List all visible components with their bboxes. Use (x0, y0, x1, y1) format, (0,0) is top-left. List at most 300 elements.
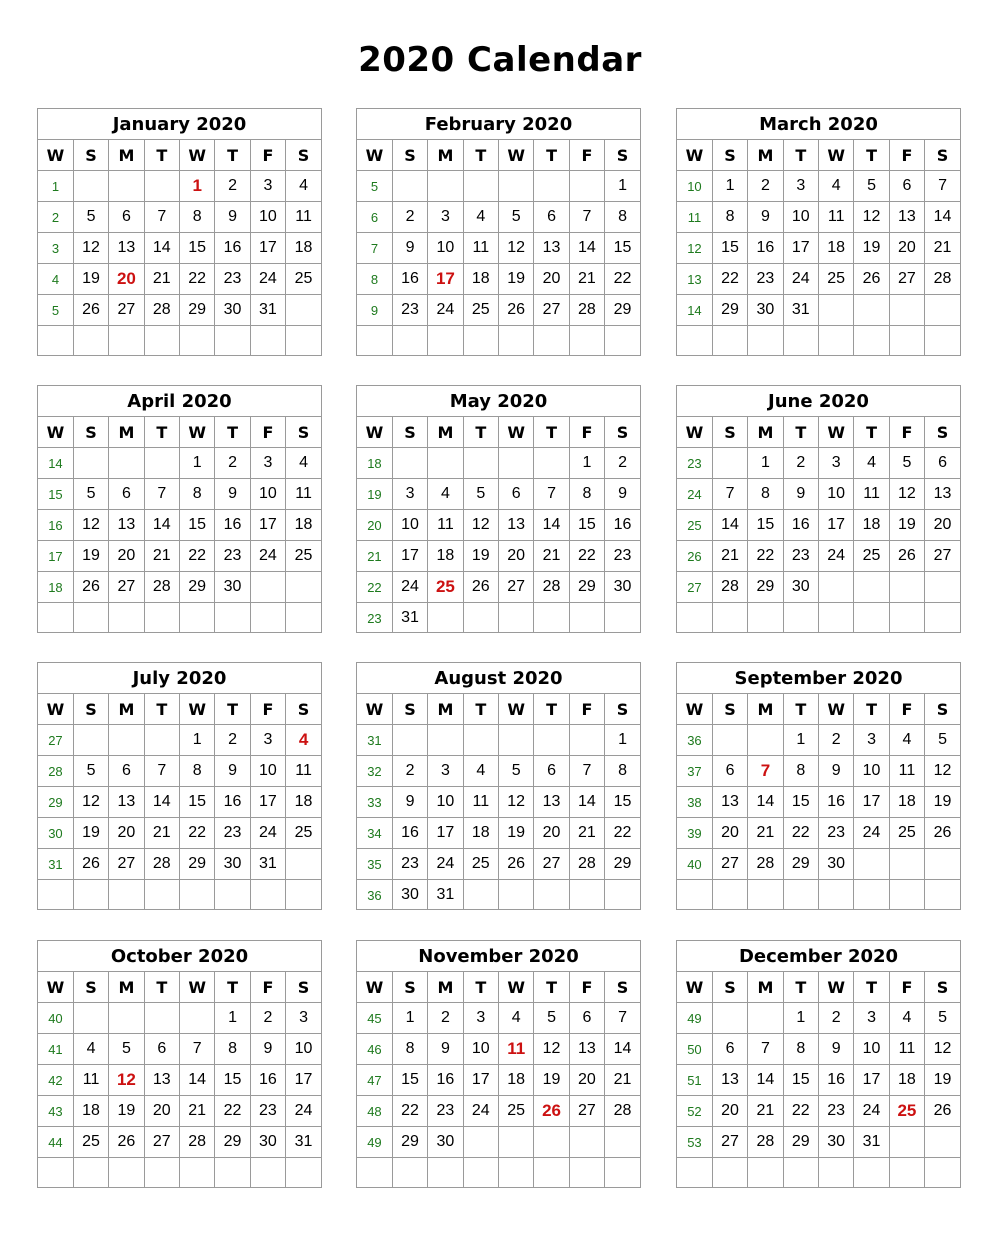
day-cell: 12 (499, 787, 534, 818)
empty-day-cell (499, 1158, 534, 1189)
day-cell: 24 (854, 818, 889, 849)
week-number (357, 1158, 392, 1189)
day-cell: 3 (428, 202, 463, 233)
day-cell: 16 (428, 1065, 463, 1096)
week-row (677, 1127, 960, 1158)
week-number: 40 (677, 849, 712, 880)
empty-day-cell (499, 326, 534, 357)
day-cell: 18 (854, 510, 889, 541)
week-row (357, 1065, 640, 1096)
month-block (676, 108, 961, 356)
day-cell: 16 (392, 264, 427, 295)
weekday-header: T (783, 694, 818, 725)
day-cell: 16 (215, 510, 250, 541)
day-cell: 10 (819, 479, 854, 510)
day-cell: 27 (712, 849, 747, 880)
empty-day-cell (392, 1158, 427, 1189)
day-cell: 16 (392, 818, 427, 849)
weekday-header: T (215, 417, 250, 448)
day-cell: 28 (569, 295, 604, 326)
day-cell: 7 (712, 479, 747, 510)
day-cell: 14 (748, 787, 783, 818)
day-cell: 21 (144, 818, 179, 849)
empty-day-cell (854, 880, 889, 911)
weekday-header: M (428, 972, 463, 1003)
week-number-header: W (38, 972, 73, 1003)
weekday-header-row (677, 417, 960, 448)
day-cell: 20 (144, 1096, 179, 1127)
day-cell: 9 (819, 1034, 854, 1065)
empty-day-cell (73, 448, 108, 479)
day-cell: 17 (286, 1065, 321, 1096)
week-row (677, 295, 960, 326)
day-cell: 24 (428, 295, 463, 326)
day-cell: 27 (499, 572, 534, 603)
weekday-header: W (819, 417, 854, 448)
day-cell: 6 (144, 1034, 179, 1065)
day-cell: 28 (144, 572, 179, 603)
day-cell: 31 (783, 295, 818, 326)
day-cell: 15 (392, 1065, 427, 1096)
week-row (357, 1034, 640, 1065)
day-cell: 26 (889, 541, 924, 572)
day-cell: 30 (819, 1127, 854, 1158)
week-row (357, 448, 640, 479)
day-cell: 18 (463, 818, 498, 849)
month-title: September 2020 (677, 663, 960, 694)
week-number-header: W (357, 972, 392, 1003)
empty-day-cell (783, 603, 818, 634)
day-cell: 11 (889, 756, 924, 787)
weekday-header: T (534, 140, 569, 171)
day-cell: 1 (605, 725, 640, 756)
day-cell: 15 (783, 1065, 818, 1096)
week-row (677, 572, 960, 603)
day-cell: 30 (392, 880, 427, 911)
day-cell: 7 (144, 479, 179, 510)
day-cell: 12 (925, 756, 960, 787)
day-cell: 30 (605, 572, 640, 603)
page-title: 2020 Calendar (358, 40, 642, 80)
day-cell: 24 (250, 264, 285, 295)
week-row (38, 326, 321, 357)
empty-day-cell (144, 171, 179, 202)
weekday-header: M (748, 694, 783, 725)
month-grid (38, 417, 321, 633)
empty-day-cell (109, 603, 144, 634)
empty-day-cell (109, 1003, 144, 1034)
week-row (357, 264, 640, 295)
day-cell: 3 (428, 756, 463, 787)
week-row (38, 880, 321, 911)
week-number: 44 (38, 1127, 73, 1158)
empty-day-cell (73, 1158, 108, 1189)
day-cell: 7 (144, 756, 179, 787)
day-cell: 10 (250, 756, 285, 787)
week-number: 24 (677, 479, 712, 510)
week-number: 28 (38, 756, 73, 787)
day-cell: 22 (783, 1096, 818, 1127)
empty-day-cell (534, 725, 569, 756)
day-cell: 4 (286, 448, 321, 479)
holiday-day-cell: 7 (748, 756, 783, 787)
day-cell: 23 (783, 541, 818, 572)
week-number-header: W (357, 140, 392, 171)
day-cell: 19 (499, 818, 534, 849)
empty-day-cell (854, 572, 889, 603)
day-cell: 4 (889, 725, 924, 756)
day-cell: 14 (144, 233, 179, 264)
empty-day-cell (428, 603, 463, 634)
day-cell: 22 (392, 1096, 427, 1127)
week-number-header: W (357, 417, 392, 448)
day-cell: 26 (73, 295, 108, 326)
empty-day-cell (569, 1127, 604, 1158)
day-cell: 27 (569, 1096, 604, 1127)
week-number: 46 (357, 1034, 392, 1065)
day-cell: 10 (250, 479, 285, 510)
weekday-header: M (748, 972, 783, 1003)
week-row (38, 1096, 321, 1127)
day-cell: 9 (215, 479, 250, 510)
day-cell: 22 (215, 1096, 250, 1127)
weekday-header: S (286, 140, 321, 171)
empty-day-cell (889, 1127, 924, 1158)
day-cell: 1 (712, 171, 747, 202)
day-cell: 18 (889, 787, 924, 818)
holiday-day-cell: 12 (109, 1065, 144, 1096)
day-cell: 15 (605, 233, 640, 264)
empty-day-cell (854, 1158, 889, 1189)
day-cell: 20 (534, 818, 569, 849)
day-cell: 5 (73, 756, 108, 787)
day-cell: 30 (748, 295, 783, 326)
holiday-day-cell: 25 (428, 572, 463, 603)
day-cell: 8 (180, 202, 215, 233)
day-cell: 17 (428, 818, 463, 849)
month-block (356, 940, 641, 1188)
day-cell: 28 (180, 1127, 215, 1158)
week-number: 37 (677, 756, 712, 787)
day-cell: 8 (605, 202, 640, 233)
day-cell: 10 (392, 510, 427, 541)
empty-day-cell (392, 171, 427, 202)
empty-day-cell (889, 295, 924, 326)
day-cell: 18 (286, 787, 321, 818)
week-row (38, 725, 321, 756)
day-cell: 16 (819, 1065, 854, 1096)
holiday-day-cell: 11 (499, 1034, 534, 1065)
empty-day-cell (250, 880, 285, 911)
day-cell: 6 (569, 1003, 604, 1034)
day-cell: 1 (180, 725, 215, 756)
day-cell: 6 (109, 202, 144, 233)
day-cell: 10 (854, 756, 889, 787)
day-cell: 12 (889, 479, 924, 510)
day-cell: 21 (748, 818, 783, 849)
day-cell: 25 (286, 818, 321, 849)
day-cell: 21 (925, 233, 960, 264)
day-cell: 23 (819, 818, 854, 849)
empty-day-cell (569, 880, 604, 911)
day-cell: 26 (925, 818, 960, 849)
empty-day-cell (748, 725, 783, 756)
week-number: 29 (38, 787, 73, 818)
day-cell: 7 (144, 202, 179, 233)
month-block (676, 385, 961, 633)
day-cell: 11 (428, 510, 463, 541)
month-grid (357, 694, 640, 910)
empty-day-cell (250, 326, 285, 357)
day-cell: 13 (569, 1034, 604, 1065)
week-row (38, 202, 321, 233)
empty-day-cell (925, 1158, 960, 1189)
month-grid (677, 417, 960, 633)
month-title: October 2020 (38, 941, 321, 972)
day-cell: 12 (854, 202, 889, 233)
weekday-header: F (889, 140, 924, 171)
day-cell: 11 (286, 479, 321, 510)
day-cell: 27 (109, 849, 144, 880)
day-cell: 22 (569, 541, 604, 572)
empty-day-cell (286, 572, 321, 603)
day-cell: 14 (712, 510, 747, 541)
day-cell: 13 (109, 510, 144, 541)
day-cell: 4 (428, 479, 463, 510)
week-row (357, 880, 640, 911)
day-cell: 31 (854, 1127, 889, 1158)
day-cell: 9 (748, 202, 783, 233)
day-cell: 23 (215, 264, 250, 295)
weekday-header: W (819, 972, 854, 1003)
weekday-header: W (180, 140, 215, 171)
empty-day-cell (109, 725, 144, 756)
day-cell: 28 (144, 849, 179, 880)
weekday-header-row (677, 694, 960, 725)
weekday-header: M (109, 140, 144, 171)
weekday-header: F (569, 140, 604, 171)
month-grid (357, 140, 640, 356)
week-number: 8 (357, 264, 392, 295)
week-row (677, 233, 960, 264)
empty-day-cell (463, 326, 498, 357)
empty-day-cell (180, 880, 215, 911)
empty-day-cell (605, 326, 640, 357)
day-cell: 26 (499, 295, 534, 326)
empty-day-cell (819, 295, 854, 326)
day-cell: 3 (250, 725, 285, 756)
day-cell: 19 (463, 541, 498, 572)
day-cell: 31 (392, 603, 427, 634)
week-number: 36 (357, 880, 392, 911)
week-number: 33 (357, 787, 392, 818)
day-cell: 7 (748, 1034, 783, 1065)
holiday-day-cell: 20 (109, 264, 144, 295)
month-title: June 2020 (677, 386, 960, 417)
week-number-header: W (357, 694, 392, 725)
week-row (357, 1158, 640, 1189)
day-cell: 29 (392, 1127, 427, 1158)
weekday-header: W (499, 417, 534, 448)
day-cell: 6 (499, 479, 534, 510)
day-cell: 5 (73, 202, 108, 233)
month-block (37, 385, 322, 633)
day-cell: 2 (215, 171, 250, 202)
empty-day-cell (854, 849, 889, 880)
week-row (357, 171, 640, 202)
week-number: 18 (38, 572, 73, 603)
week-number: 39 (677, 818, 712, 849)
empty-day-cell (180, 326, 215, 357)
day-cell: 20 (889, 233, 924, 264)
week-row (38, 1158, 321, 1189)
empty-day-cell (144, 725, 179, 756)
holiday-day-cell: 26 (534, 1096, 569, 1127)
day-cell: 3 (854, 725, 889, 756)
weekday-header: T (463, 972, 498, 1003)
empty-day-cell (286, 849, 321, 880)
day-cell: 16 (215, 233, 250, 264)
day-cell: 28 (925, 264, 960, 295)
weekday-header-row (677, 140, 960, 171)
day-cell: 21 (144, 264, 179, 295)
day-cell: 22 (605, 818, 640, 849)
day-cell: 25 (819, 264, 854, 295)
empty-day-cell (144, 603, 179, 634)
empty-day-cell (286, 1158, 321, 1189)
week-number: 53 (677, 1127, 712, 1158)
empty-day-cell (889, 880, 924, 911)
weekday-header: W (499, 140, 534, 171)
weekday-header: T (144, 972, 179, 1003)
week-number: 17 (38, 541, 73, 572)
weekday-header: S (392, 972, 427, 1003)
empty-day-cell (428, 725, 463, 756)
weekday-header: S (925, 972, 960, 1003)
day-cell: 29 (712, 295, 747, 326)
day-cell: 22 (748, 541, 783, 572)
week-row (677, 603, 960, 634)
week-row (357, 1127, 640, 1158)
empty-day-cell (109, 326, 144, 357)
week-row (357, 541, 640, 572)
week-row (357, 725, 640, 756)
day-cell: 19 (854, 233, 889, 264)
weekday-header: F (889, 972, 924, 1003)
empty-day-cell (215, 326, 250, 357)
day-cell: 11 (463, 787, 498, 818)
day-cell: 14 (144, 787, 179, 818)
week-number: 13 (677, 264, 712, 295)
week-row (38, 572, 321, 603)
day-cell: 22 (180, 264, 215, 295)
day-cell: 28 (144, 295, 179, 326)
day-cell: 29 (215, 1127, 250, 1158)
day-cell: 21 (144, 541, 179, 572)
day-cell: 18 (428, 541, 463, 572)
day-cell: 26 (73, 572, 108, 603)
day-cell: 17 (854, 787, 889, 818)
week-number: 12 (677, 233, 712, 264)
month-title: July 2020 (38, 663, 321, 694)
day-cell: 25 (854, 541, 889, 572)
weekday-header: S (712, 140, 747, 171)
empty-day-cell (712, 1158, 747, 1189)
week-number: 41 (38, 1034, 73, 1065)
week-row (357, 572, 640, 603)
day-cell: 9 (428, 1034, 463, 1065)
weekday-header: S (925, 140, 960, 171)
empty-day-cell (712, 880, 747, 911)
day-cell: 23 (819, 1096, 854, 1127)
day-cell: 5 (499, 756, 534, 787)
empty-day-cell (889, 326, 924, 357)
day-cell: 27 (889, 264, 924, 295)
day-cell: 27 (534, 849, 569, 880)
day-cell: 27 (534, 295, 569, 326)
empty-day-cell (569, 326, 604, 357)
day-cell: 1 (180, 448, 215, 479)
day-cell: 20 (109, 818, 144, 849)
empty-day-cell (215, 603, 250, 634)
day-cell: 14 (180, 1065, 215, 1096)
week-row (677, 448, 960, 479)
empty-day-cell (925, 849, 960, 880)
weekday-header: S (605, 972, 640, 1003)
month-title: January 2020 (38, 109, 321, 140)
day-cell: 9 (250, 1034, 285, 1065)
day-cell: 18 (499, 1065, 534, 1096)
day-cell: 11 (286, 756, 321, 787)
day-cell: 7 (534, 479, 569, 510)
day-cell: 24 (250, 818, 285, 849)
week-row (38, 756, 321, 787)
day-cell: 15 (569, 510, 604, 541)
weekday-header: S (286, 694, 321, 725)
weekday-header: T (463, 140, 498, 171)
weekday-header: T (783, 140, 818, 171)
empty-day-cell (783, 326, 818, 357)
week-row (677, 171, 960, 202)
week-row (677, 725, 960, 756)
day-cell: 23 (428, 1096, 463, 1127)
week-number-header: W (38, 694, 73, 725)
empty-day-cell (925, 326, 960, 357)
empty-day-cell (925, 295, 960, 326)
empty-day-cell (534, 448, 569, 479)
day-cell: 25 (286, 264, 321, 295)
day-cell: 24 (783, 264, 818, 295)
empty-day-cell (499, 725, 534, 756)
day-cell: 6 (534, 202, 569, 233)
day-cell: 28 (605, 1096, 640, 1127)
day-cell: 5 (499, 202, 534, 233)
weekday-header: F (889, 417, 924, 448)
weekday-header: T (144, 417, 179, 448)
week-row (38, 233, 321, 264)
day-cell: 28 (569, 849, 604, 880)
day-cell: 8 (180, 479, 215, 510)
empty-day-cell (712, 1003, 747, 1034)
week-number-header: W (38, 417, 73, 448)
day-cell: 4 (889, 1003, 924, 1034)
week-row (677, 756, 960, 787)
day-cell: 17 (250, 510, 285, 541)
week-number: 15 (38, 479, 73, 510)
day-cell: 8 (180, 756, 215, 787)
day-cell: 11 (819, 202, 854, 233)
weekday-header: S (73, 417, 108, 448)
